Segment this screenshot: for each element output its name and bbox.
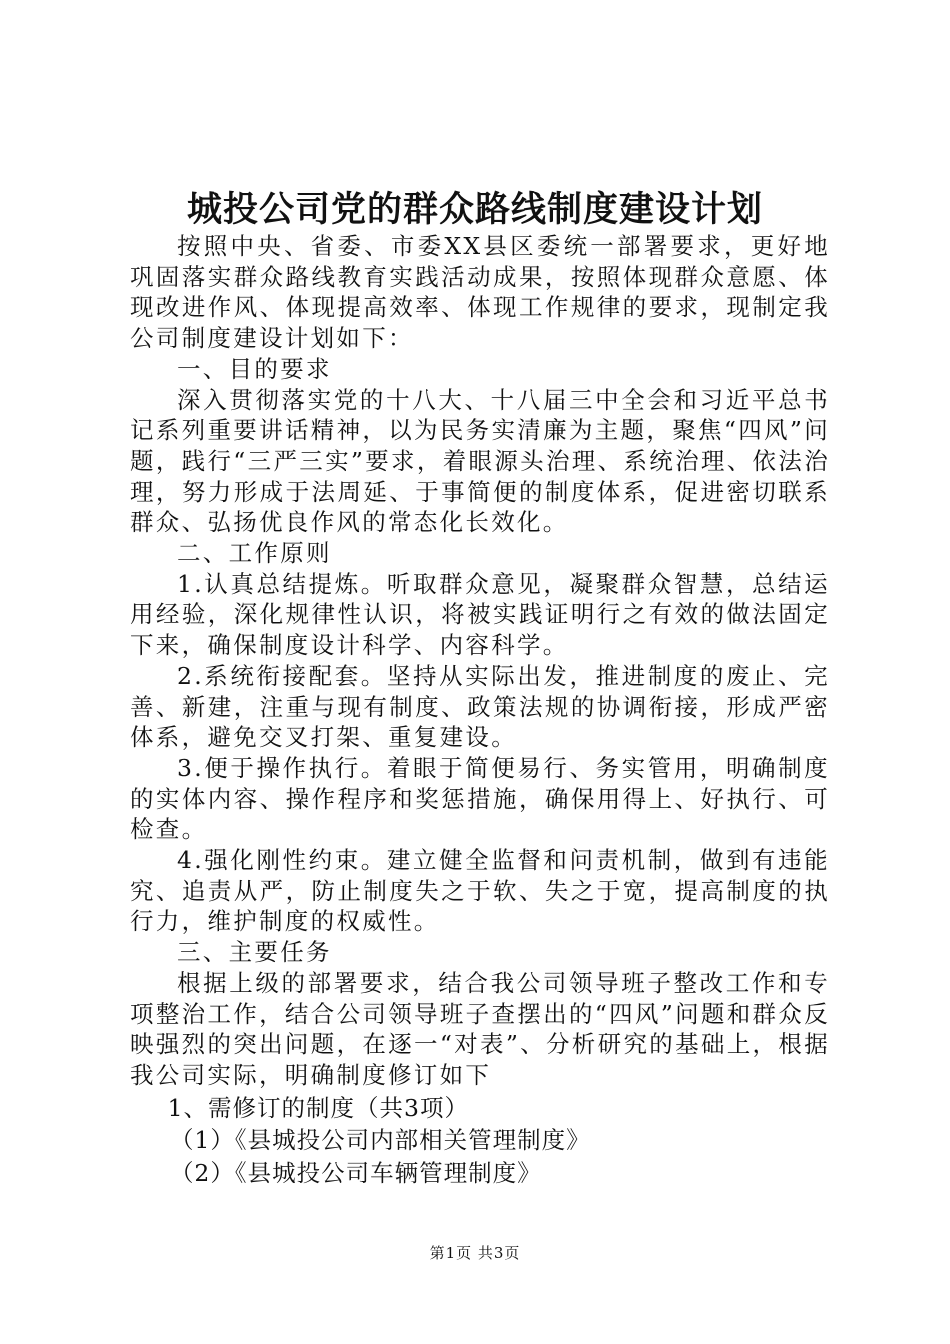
principle-paragraph-1: 1.认真总结提炼。听取群众意见，凝聚群众智慧，总结运用经验，深化规律性认识，将被实践证明行之有效的做法固定下来，确保制度设计科学、内容科学。 [130,569,830,660]
principle-paragraph-2: 2.系统衔接配套。坚持从实际出发，推进制度的废止、完善、新建，注重与现有制度、政策法规的协调衔接，形成严密体系，避免交叉打架、重复建设。 [130,661,830,752]
principle-paragraph-4: 4.强化刚性约束。建立健全监督和问责机制，做到有违能究、追责从严，防止制度失之于软、失之于宽，提高制度的执行力，维护制度的权威性。 [130,846,830,936]
tasks-paragraph: 根据上级的部署要求，结合我公司领导班子整改工作和专项整治工作，结合公司领导班子查摆出的“四风”问题和群众反映强烈的突出问题，在逐一“对表”、分析研究的基础上，根据我公司实际，明确制度修订如下 [130,968,830,1089]
section-heading-principles: 二、工作原则 [177,539,332,568]
intro-paragraph: 按照中央、省委、市委XX县区委统一部署要求，更好地巩固落实群众路线教育实践活动成果，按照体现群众意愿、体现改进作风、体现提高效率、体现工作规律的要求，现制定我公司制度建设计划如下： [130,232,830,353]
revision-list-heading: 1、需修订的制度（共3项） [167,1093,469,1122]
purpose-paragraph: 深入贯彻落实党的十八大、十八届三中全会和习近平总书记系列重要讲话精神，以为民务实清廉为主题，聚焦“四风”问题，践行“三严三实”要求，着眼源头治理、系统治理、依法治理，努力形成于法周延、于事简便的制度体系，促进密切联系群众、弘扬优良作风的常态化长效化。 [130,385,830,537]
revision-list-item: （1）《县城投公司内部相关管理制度》 [169,1126,591,1155]
principle-paragraph-3: 3.便于操作执行。着眼于简便易行、务实管用，明确制度的实体内容、操作程序和奖惩措施，确保用得上、好执行、可检查。 [130,753,830,844]
document-body [130,231,830,1189]
section-heading-tasks: 三、主要任务 [177,938,332,967]
section-heading-purpose: 一、目的要求 [177,354,332,383]
page-footer: 第1页 共3页 [429,1244,521,1262]
revision-list-item: （2）《县城投公司车辆管理制度》 [169,1159,542,1188]
document-title: 城投公司党的群众路线制度建设计划 [186,189,763,230]
